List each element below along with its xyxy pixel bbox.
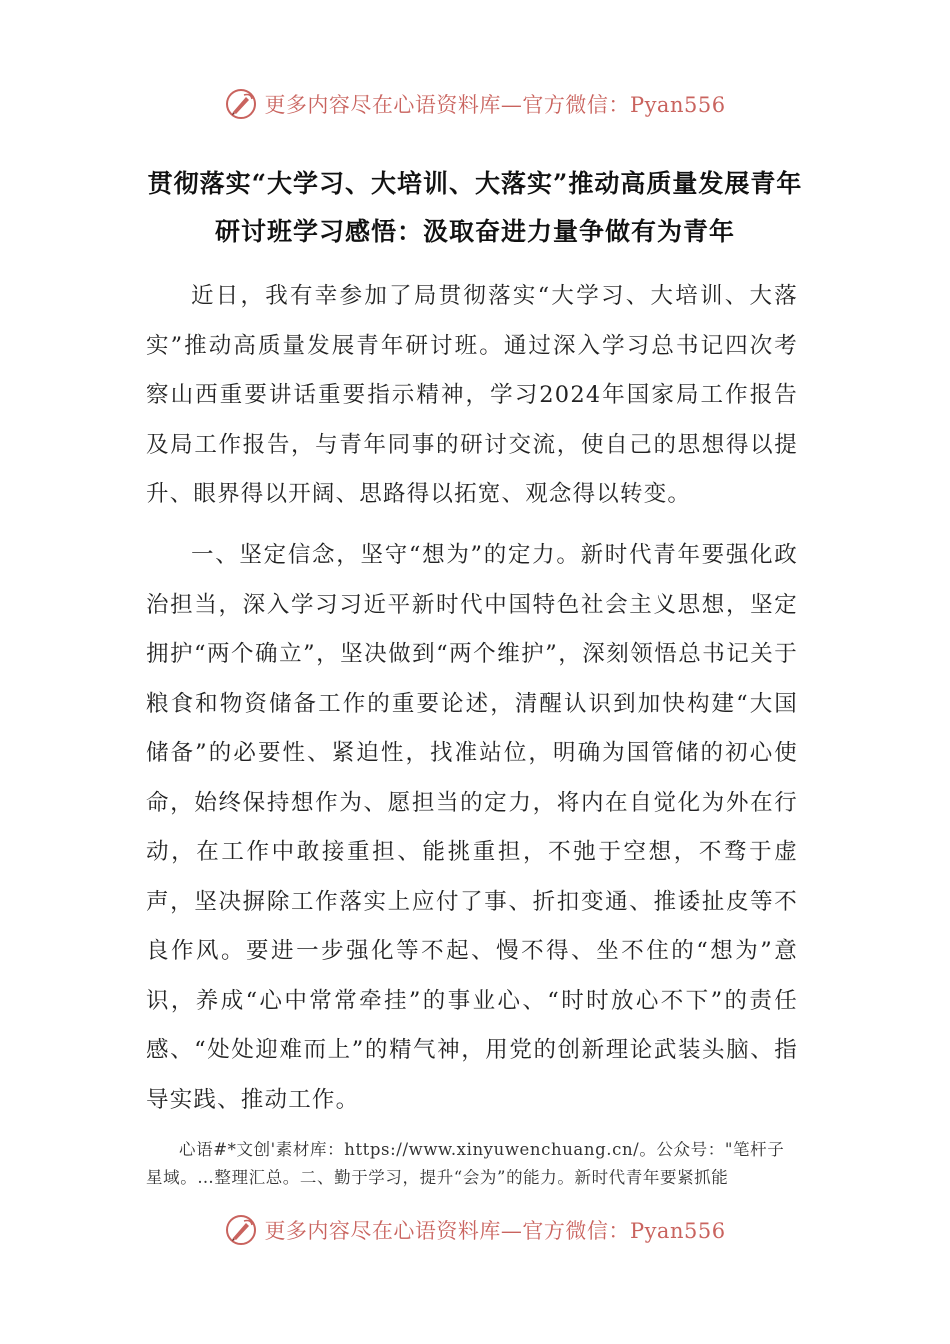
pen-logo-icon <box>224 87 258 121</box>
pen-logo-icon <box>224 1213 258 1247</box>
title-line-1: 贯彻落实“大学习、大培训、大落实”推动高质量发展青年 <box>147 169 803 198</box>
banner-slogan: 更多内容尽在心语资料库—官方微信：Pyan556 <box>264 93 726 117</box>
paragraph-intro: 近日，我有幸参加了局贯彻落实“大学习、大培训、大落实”推动高质量发展青年研讨班。通过深入学习总书记四次考察山西重要讲话重要指示精神，学习2024年国家局工作报告及局工作报告，与青年同事的研讨交流，使自己的思想得以提升、眼界得以开阔、思路得以拓宽、观念得以转变。 <box>146 283 798 507</box>
header-banner <box>0 84 950 124</box>
source-note: 心语#*文创'素材库：https://www.xinyuwenchuang.cn/。公众号："笔杆子星域。…整理汇总。二、勤于学习，提升“会为”的能力。新时代青年要紧抓能 <box>146 1140 785 1187</box>
footer-banner <box>0 1210 950 1250</box>
title-line-2: 研讨班学习感悟：汲取奋进力量争做有为青年 <box>214 217 735 246</box>
wechat-id: Pyan556 <box>629 93 726 117</box>
wechat-id: Pyan556 <box>629 1219 726 1243</box>
paragraph-section-one: 一、坚定信念，坚守“想为”的定力。新时代青年要强化政治担当，深入学习习近平新时代中国特色社会主义思想，坚定拥护“两个确立”，坚决做到“两个维护”，深刻领悟总书记关于粮食和物资储备工作的重要论述，清醒认识到加快构建“大国储备”的必要性、紧迫性，找准站位，明确为国管储的初心使命，始终保持想作为、愿担当的定力，将内在自觉化为外在行动，在工作中敢接重担、能挑重担，不弛于空想，不骛于虚声，坚决摒除工作落实上应付了事、折扣变通、推诿扯皮等不良作风。要进一步强化等不起、慢不得、坐不住的“想为”意识，养成“心中常常牵挂”的事业心、“时时放心不下”的责任感、“处处迎难而上”的精气神，用党的创新理论武装头脑、指导实践、推动工作。 <box>146 542 798 1113</box>
banner-slogan: 更多内容尽在心语资料库—官方微信：Pyan556 <box>264 1219 726 1243</box>
document-title <box>110 160 840 256</box>
